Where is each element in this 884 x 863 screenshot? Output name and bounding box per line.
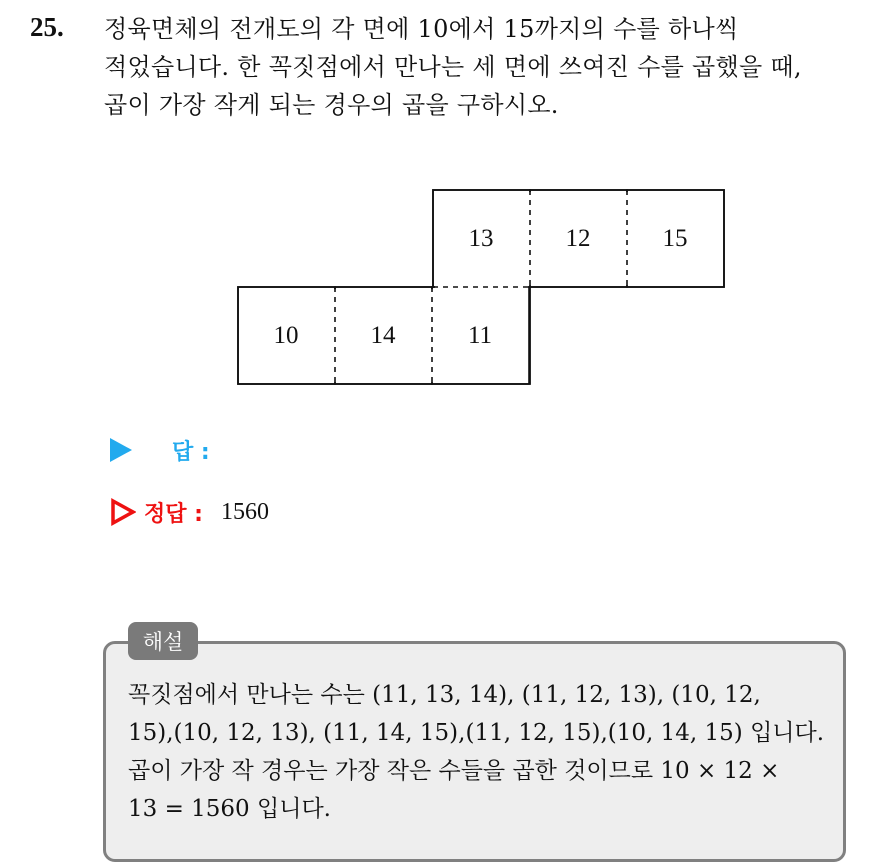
explanation-line: 꼭짓점에서 만나는 수는 (11, 13, 14), (11, 12, 13), (10, 12,	[128, 682, 761, 708]
correct-answer-label: 정답 :	[144, 501, 203, 527]
play-triangle-icon	[110, 438, 132, 462]
cube-net-diagram	[0, 0, 884, 420]
correct-answer-value: 1560	[220, 498, 269, 525]
explanation-text	[128, 676, 833, 828]
correct-answer-row	[110, 494, 269, 530]
net-face-label: 12	[565, 225, 591, 252]
outline-triangle-icon	[110, 498, 136, 526]
net-face-label: 15	[662, 225, 688, 252]
net-face-label: 10	[273, 322, 299, 349]
question-line: 곱이 가장 작게 되는 경우의 곱을 구하시오.	[104, 91, 559, 119]
net-face-label: 11	[467, 322, 493, 349]
answer-row	[110, 432, 210, 468]
question-number: 25.	[30, 12, 64, 42]
answer-label: 답 :	[172, 439, 210, 465]
explanation-tab: 해설	[128, 622, 198, 660]
net-face-label: 14	[370, 322, 396, 349]
question-line: 정육면체의 전개도의 각 면에 10에서 15까지의 수를 하나씩	[104, 15, 739, 43]
explanation-line: 15),(10, 12, 13), (11, 14, 15),(11, 12, 15),(10, 14, 15) 입니다.	[128, 720, 825, 746]
net-face-label: 13	[468, 225, 494, 252]
explanation-line: 곱이 가장 작 경우는 가장 작은 수들을 곱한 것이므로 10 × 12 ×	[128, 758, 780, 784]
question-line: 적었습니다. 한 꼭짓점에서 만나는 세 면에 쓰여진 수를 곱했을 때,	[104, 53, 802, 81]
explanation-line: 13 = 1560 입니다.	[128, 796, 331, 822]
